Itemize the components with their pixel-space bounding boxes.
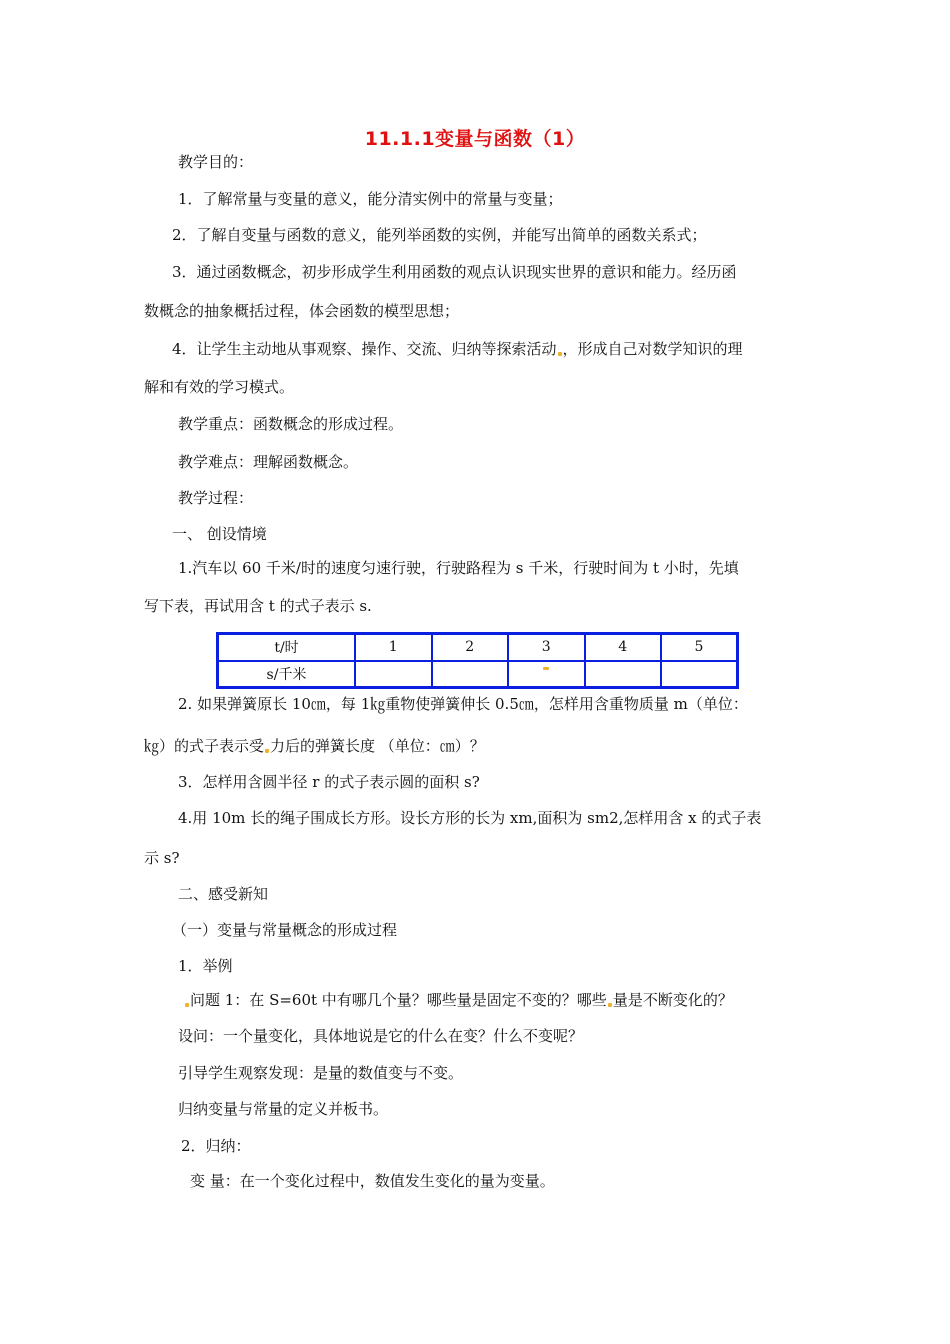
marker-dot — [265, 749, 269, 753]
question-3: 3．怎样用含圆半径 r 的式子表示圆的面积 s? — [178, 773, 480, 791]
table-row — [218, 661, 738, 688]
objective-2: 2．了解自变量与函数的意义，能列举函数的实例，并能写出简单的函数关系式； — [172, 226, 707, 244]
table-cell — [355, 661, 432, 688]
objective-4-text-b: ，形成自己对数学知识的理 — [562, 340, 743, 358]
marker-dot — [185, 1003, 189, 1007]
process-heading: 教学过程： — [178, 489, 254, 507]
objective-4-line1 — [172, 339, 743, 359]
question-2-text-b: 力后的弹簧长度 （单位：㎝）？ — [270, 737, 485, 755]
question-2-line1: 2. 如果弹簧原长 10㎝，每 1㎏重物使弹簧伸长 0.5㎝，怎样用含重物质量 m（单位： — [178, 695, 748, 713]
question-4-line1: 4.用 10m 长的绳子围成长方形。设长方形的长为 xm,面积为 sm2,怎样用含 x 的式子表 — [178, 809, 762, 827]
example-heading: 1．举例 — [178, 957, 233, 975]
table-cell: 5 — [661, 634, 738, 661]
induce-heading: 2．归纳： — [181, 1137, 251, 1155]
table-cell-text: 3 — [541, 639, 551, 656]
question-4-line2: 示 s? — [144, 849, 180, 867]
problem-1-text-b: 量是不断变化的？ — [612, 991, 733, 1009]
marker-dot — [608, 1003, 612, 1007]
table-cell: t/时 — [218, 634, 356, 661]
table-cell: 2 — [432, 634, 509, 661]
page-title: 11.1.1变量与函数（1） — [364, 128, 586, 150]
objective-3-line2: 数概念的抽象概括过程，体会函数的模型思想； — [144, 302, 460, 320]
problem-1 — [184, 990, 733, 1010]
table-cell — [585, 661, 662, 688]
question-1-line1: 1.汽车以 60 千米/时的速度匀速行驶，行驶路程为 s 千米，行驶时间为 t 小时，先填 — [178, 559, 739, 577]
table-row — [218, 634, 738, 661]
table-cell: 1 — [355, 634, 432, 661]
marker-dot — [543, 667, 549, 670]
objectives-heading: 教学目的： — [178, 153, 254, 171]
objective-3-line1: 3．通过函数概念，初步形成学生利用函数的观点认识现实世界的意识和能力。经历函 — [172, 263, 737, 281]
table-cell: 4 — [585, 634, 662, 661]
section2-heading: 二、感受新知 — [178, 885, 269, 903]
table-cell — [661, 661, 738, 688]
summary-text: 归纳变量与常量的定义并板书。 — [178, 1100, 389, 1118]
speed-table — [216, 632, 739, 689]
problem-1-text-a: 问题 1：在 S=60t 中有哪几个量？哪些量是固定不变的？哪些 — [190, 991, 607, 1009]
question-prompt: 设问：一个量变化，具体地说是它的什么在变？什么不变呢？ — [178, 1027, 584, 1045]
objective-4-text-a: 4．让学生主动地从事观察、操作、交流、归纳等探索活动 — [172, 340, 557, 358]
marker-dot — [558, 352, 562, 356]
key-point: 教学重点：函数概念的形成过程。 — [178, 415, 404, 433]
question-2-line2 — [144, 736, 485, 756]
objective-1: 1．了解常量与变量的意义，能分清实例中的常量与变量； — [178, 190, 563, 208]
table-cell: s/千米 — [218, 661, 356, 688]
difficult-point: 教学难点：理解函数概念。 — [178, 453, 359, 471]
question-2-text-a: ㎏）的式子表示受 — [144, 737, 265, 755]
table-cell — [508, 634, 585, 661]
table-cell — [508, 661, 585, 688]
question-1-line2: 写下表，再试用含 t 的式子表示 s. — [144, 597, 372, 615]
variable-definition: 变 量：在一个变化过程中，数值发生变化的量为变量。 — [190, 1172, 555, 1190]
section1-heading: 一、 创设情境 — [172, 525, 267, 543]
guide-text: 引导学生观察发现：是量的数值变与不变。 — [178, 1064, 464, 1082]
subsection-1-heading: （一）变量与常量概念的形成过程 — [172, 921, 398, 939]
table-cell — [432, 661, 509, 688]
objective-4-line2: 解和有效的学习模式。 — [144, 378, 295, 396]
